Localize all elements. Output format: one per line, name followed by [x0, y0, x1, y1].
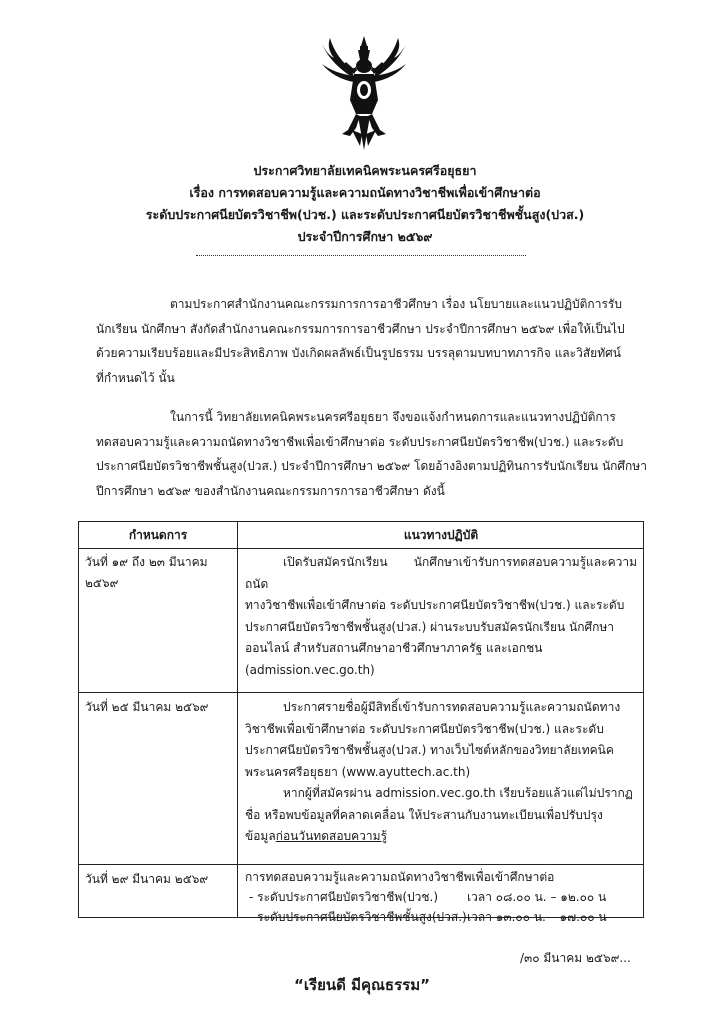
paragraph-line: นักเรียน นักศึกษา สังกัดสำนักงานคณะกรรมการการอาชีวศึกษา ประจำปีการศึกษา ๒๕๖๙ เพื่อให้เป็นไป — [96, 321, 625, 336]
paragraph-line: ประกาศนียบัตรวิชาชีพชั้นสูง(ปวส.) ประจำปีการศึกษา ๒๕๖๙ โดยอ้างอิงตามปฏิทินการรับนักเรียน นักศึกษา — [96, 459, 647, 473]
garuda-emblem-icon — [316, 34, 412, 152]
table-header — [79, 522, 643, 549]
title-divider — [196, 255, 526, 256]
row-date: วันที่ ๒๙ มีนาคม ๒๕๖๙ — [85, 872, 209, 886]
paragraph-line: ปีการศึกษา ๒๕๖๙ ของสำนักงานคณะกรรมการการอาชีวศึกษา ดังนี้ — [96, 483, 445, 498]
table-row — [79, 865, 643, 924]
guide-line: วิชาชีพเพื่อเข้าศึกษาต่อ ระดับประกาศนียบัตรวิชาชีพ(ปวช.) และระดับ — [245, 721, 604, 736]
title-levels: ระดับประกาศนียบัตรวิชาชีพ(ปวช.) และระดับประกาศนียบัตรวิชาชีพชั้นสูง(ปวส.) — [145, 207, 585, 222]
level-label: - ระดับประกาศนียบัตรวิชาชีพ(ปวช.) — [249, 890, 439, 904]
title-subject: เรื่อง การทดสอบความรู้และความถนัดทางวิชาชีพเพื่อเข้าศึกษาต่อ — [189, 185, 541, 200]
underlined-deadline: ก่อนวันทดสอบความรู้ — [275, 829, 388, 843]
guide-line: (admission.vec.go.th) — [245, 662, 375, 677]
level-label: - ระดับประกาศนียบัตรวิชาชีพชั้นสูง(ปวส.) — [249, 910, 467, 924]
guide-line: ประกาศนียบัตรวิชาชีพชั้นสูง(ปวส.) ทางเว็บไซต์หลักของวิทยาลัยเทคนิค — [245, 743, 614, 757]
guide-line: ชื่อ หรือพบข้อมูลที่คลาดเคลื่อน ให้ประสานกับงานทะเบียนเพื่อปรับปรุง — [245, 807, 603, 822]
row-guideline — [245, 697, 637, 848]
schedule-item — [245, 887, 637, 907]
title-academic-year: ประจำปีการศึกษา ๒๕๖๙ — [297, 229, 433, 244]
guide-line: เปิดรับสมัครนักเรียน นักศึกษาเข้ารับการทดสอบความรู้และความถนัด — [245, 555, 637, 591]
row-date: วันที่ ๒๕ มีนาคม ๒๕๖๙ — [85, 700, 209, 714]
header-schedule: กำหนดการ — [128, 528, 188, 542]
date-line: วันที่ ๑๙ ถึง ๒๓ มีนาคม — [85, 555, 208, 569]
schedule-table — [78, 521, 644, 924]
paragraph-line: ทดสอบความรู้และความถนัดทางวิชาชีพเพื่อเข้าศึกษาต่อ ระดับประกาศนียบัตรวิชาชีพ(ปวช.) และระดับ — [96, 434, 624, 449]
header-guideline: แนวทางปฏิบัติ — [403, 528, 479, 542]
paragraph-line: ด้วยความเรียบร้อยและมีประสิทธิภาพ บังเกิดผลลัพธ์เป็นรูปธรรม บรรลุตามบทบาทภารกิจ และวิสัยทัศน์ — [96, 346, 621, 360]
table-row — [79, 693, 643, 865]
guide-line: ออนไลน์ สำหรับสถานศึกษาอาชีวศึกษาภาครัฐ และเอกชน — [245, 641, 543, 655]
guide-line: พระนครศรีอยุธยา (www.ayuttech.ac.th) — [245, 764, 471, 779]
guide-line: ทางวิชาชีพเพื่อเข้าศึกษาต่อ ระดับประกาศนียบัตรวิชาชีพ(ปวช.) และระดับ — [245, 598, 625, 612]
paragraph-announcement — [96, 405, 656, 503]
row-date — [85, 552, 233, 594]
guide-line: การทดสอบความรู้และความถนัดทางวิชาชีพเพื่อเข้าศึกษาต่อ — [245, 870, 555, 884]
row-guideline — [245, 552, 637, 681]
announcement-title — [130, 160, 600, 248]
guide-line: ประกาศนียบัตรวิชาชีพชั้นสูง(ปวส.) ผ่านระบบรับสมัครนักเรียน นักศึกษา — [245, 619, 615, 634]
row-guideline — [245, 867, 637, 927]
title-institution: ประกาศวิทยาลัยเทคนิคพระนครศรีอยุธยา — [253, 163, 477, 178]
page-continuation: /๓๐ มีนาคม ๒๕๖๙... — [520, 951, 631, 965]
paragraph-line: ในการนี้ วิทยาลัยเทคนิคพระนครศรีอยุธยา จึงขอแจ้งกำหนดการและแนวทางปฏิบัติการ — [170, 410, 616, 424]
college-motto: “เรียนดี มีคุณธรรม” — [294, 976, 430, 994]
date-line: ๒๕๖๙ — [85, 576, 119, 590]
paragraph-line: ตามประกาศสำนักงานคณะกรรมการการอาชีวศึกษา เรื่อง นโยบายและแนวปฏิบัติการรับ — [170, 297, 622, 311]
time-range: เวลา ๐๘.๐๐ น. – ๑๒.๐๐ น — [467, 890, 607, 904]
guide-line — [245, 826, 637, 848]
table-row — [79, 548, 643, 693]
schedule-item — [245, 907, 637, 927]
time-range: เวลา ๑๓.๐๐ น. – ๑๗.๐๐ น — [467, 910, 607, 924]
paragraph-line: ที่กำหนดไว้ นั้น — [96, 370, 175, 385]
paragraph-background — [96, 292, 656, 390]
guide-line: ประกาศรายชื่อผู้มีสิทธิ์เข้ารับการทดสอบความรู้และความถนัดทาง — [283, 700, 621, 714]
guide-line: หากผู้ที่สมัครผ่าน admission.vec.go.th เรียบร้อยแล้วแต่ไม่ปรากฏ — [283, 786, 633, 800]
guide-text: ข้อมูล — [245, 829, 276, 843]
